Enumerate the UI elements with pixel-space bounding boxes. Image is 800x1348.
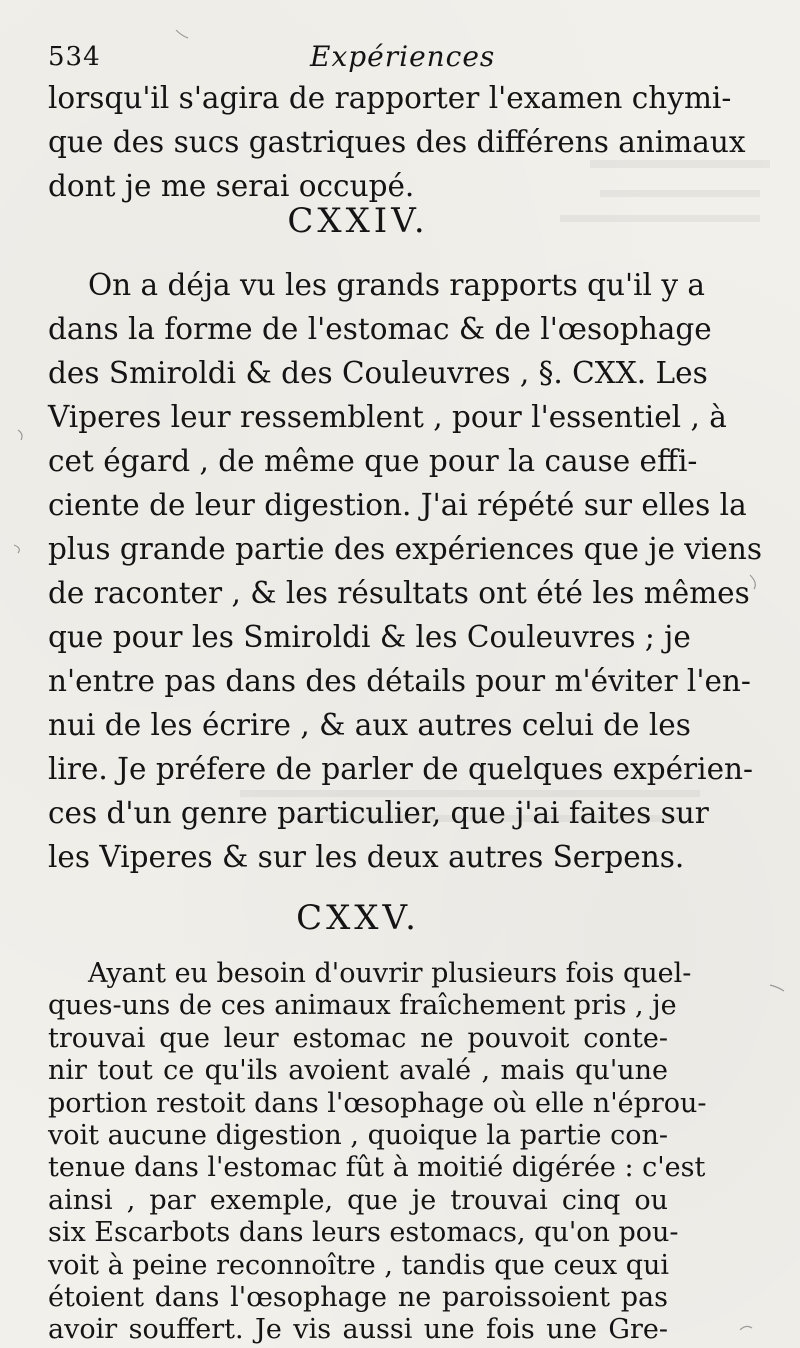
text-line: portion restoit dans l'œsophage où elle n'éprou- xyxy=(48,1087,707,1119)
text-line: dans la forme de l'estomac & de l'œsophage xyxy=(48,312,712,346)
text-line: On a déja vu les grands rapports qu'il y a xyxy=(88,268,705,302)
text-line: ques-uns de ces animaux fraîchement pris , je xyxy=(48,990,677,1022)
text-line: nui de les écrire , & aux autres celui de les xyxy=(48,708,691,742)
text-line: voit aucune digestion , quoique la partie con- xyxy=(48,1120,668,1151)
section-heading-cxxiv: CXXIV. xyxy=(287,201,429,241)
text-line: étoient dans l'œsophage ne paroissoient pas xyxy=(48,1282,668,1313)
text-line: six Escarbots dans leurs estomacs, qu'on pou- xyxy=(48,1217,679,1249)
text-line: cet égard , de même que pour la cause effi- xyxy=(48,444,698,478)
text-line: ces d'un genre particulier, que j'ai faites sur xyxy=(48,796,709,830)
text-line: Viperes leur ressemblent , pour l'essentiel , à xyxy=(48,400,727,434)
text-line: plus grande partie des expériences que je viens xyxy=(48,532,763,566)
text-line: de raconter , & les résultats ont été les mêmes xyxy=(48,576,750,610)
text-line: lorsqu'il s'agira de rapporter l'examen chymi- xyxy=(48,81,732,115)
text-line: avoir souffert. Je vis aussi une fois une Gre- xyxy=(48,1314,668,1346)
text-line: tenue dans l'estomac fût à moitié digérée : c'est xyxy=(48,1152,706,1184)
text-line: ciente de leur digestion. J'ai répété sur elles la xyxy=(48,488,747,522)
text-line: n'entre pas dans des détails pour m'éviter l'en- xyxy=(48,664,751,698)
text-line: nir tout ce qu'ils avoient avalé , mais qu'une xyxy=(48,1055,668,1087)
text-line: les Viperes & sur les deux autres Serpens. xyxy=(48,840,685,874)
text-line: ainsi , par exemple, que je trouvai cinq ou xyxy=(48,1184,668,1216)
text-line: trouvai que leur estomac ne pouvoit conte- xyxy=(48,1022,668,1054)
text-line: voit à peine reconnoître , tandis que ceux qui xyxy=(48,1249,670,1281)
page-number: 534 xyxy=(48,42,101,72)
text-line: lire. Je préfere de parler de quelques expérien- xyxy=(48,752,754,786)
text-line: que pour les Smiroldi & les Couleuvres ; je xyxy=(48,620,691,654)
section-heading-cxxv: CXXV. xyxy=(296,898,420,938)
text-line: des Smiroldi & des Couleuvres , §. CXX. Les xyxy=(48,356,708,390)
running-title: Expériences xyxy=(310,40,496,73)
text-line: dont je me serai occupé. xyxy=(48,169,415,203)
text-line: que des sucs gastriques des différens animaux xyxy=(48,125,746,159)
text-line: Ayant eu besoin d'ouvrir plusieurs fois quel- xyxy=(88,958,692,989)
